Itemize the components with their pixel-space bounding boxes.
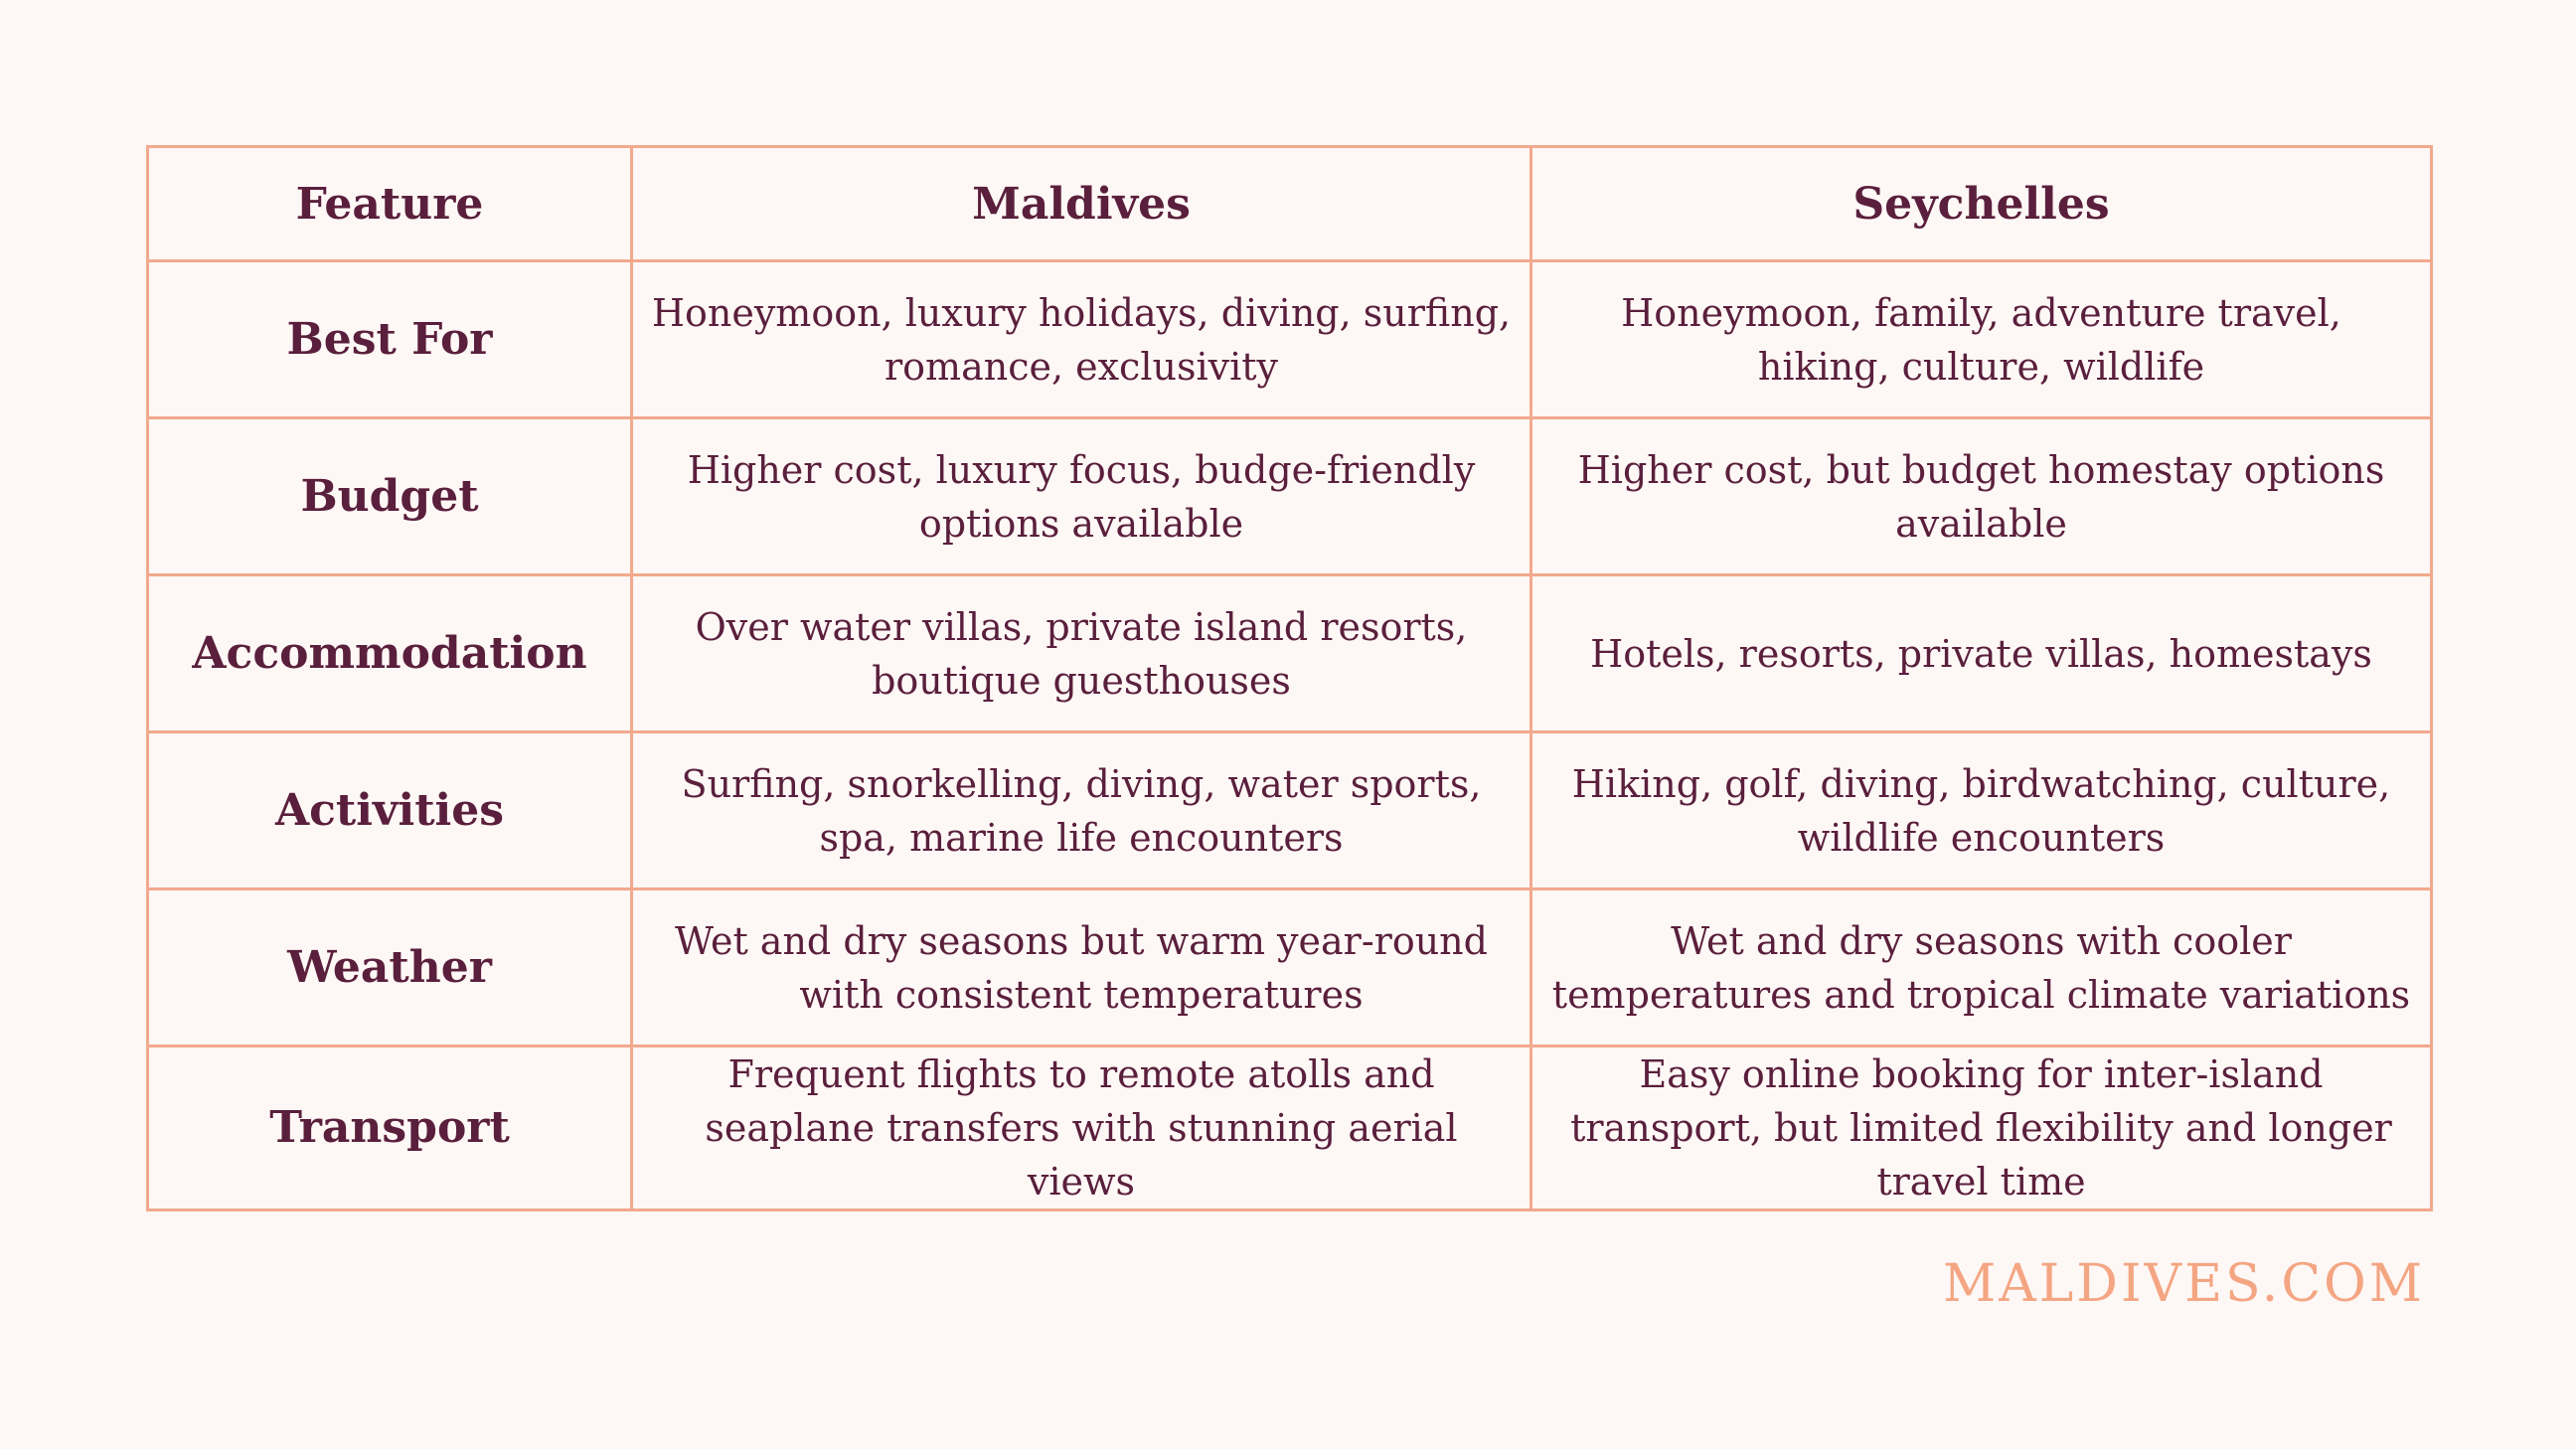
feature-cell: Best For bbox=[148, 261, 632, 418]
feature-cell: Weather bbox=[148, 889, 632, 1046]
header-row bbox=[148, 147, 2432, 261]
maldives-cell: Higher cost, luxury focus, budge-friendly options available bbox=[632, 418, 1531, 575]
comparison-table bbox=[146, 145, 2433, 1211]
seychelles-cell: Honeymoon, family, adventure travel, hiking, culture, wildlife bbox=[1531, 261, 2432, 418]
seychelles-cell: Higher cost, but budget homestay options available bbox=[1531, 418, 2432, 575]
feature-cell: Transport bbox=[148, 1046, 632, 1210]
feature-cell: Accommodation bbox=[148, 575, 632, 732]
table-row-weather bbox=[148, 889, 2432, 1046]
brand-wordmark: MALDIVES.COM bbox=[1942, 1254, 2425, 1314]
header-maldives: Maldives bbox=[632, 147, 1531, 261]
table-row-best-for bbox=[148, 261, 2432, 418]
table-row-accommodation bbox=[148, 575, 2432, 732]
maldives-cell: Wet and dry seasons but warm year-round with consistent temperatures bbox=[632, 889, 1531, 1046]
header-seychelles: Seychelles bbox=[1531, 147, 2432, 261]
seychelles-cell: Hiking, golf, diving, birdwatching, culture, wildlife encounters bbox=[1531, 732, 2432, 889]
header-feature: Feature bbox=[148, 147, 632, 261]
maldives-cell: Frequent flights to remote atolls and seaplane transfers with stunning aerial views bbox=[632, 1046, 1531, 1210]
feature-cell: Budget bbox=[148, 418, 632, 575]
seychelles-cell: Easy online booking for inter-island transport, but limited flexibility and longer travel time bbox=[1531, 1046, 2432, 1210]
table-row-transport bbox=[148, 1046, 2432, 1210]
maldives-cell: Over water villas, private island resorts, boutique guesthouses bbox=[632, 575, 1531, 732]
table-row-activities bbox=[148, 732, 2432, 889]
feature-cell: Activities bbox=[148, 732, 632, 889]
maldives-cell: Surfing, snorkelling, diving, water sports, spa, marine life encounters bbox=[632, 732, 1531, 889]
maldives-cell: Honeymoon, luxury holidays, diving, surfing, romance, exclusivity bbox=[632, 261, 1531, 418]
table-row-budget bbox=[148, 418, 2432, 575]
seychelles-cell: Wet and dry seasons with cooler temperatures and tropical climate variations bbox=[1531, 889, 2432, 1046]
table-body bbox=[148, 261, 2432, 1210]
table-header bbox=[148, 147, 2432, 261]
seychelles-cell: Hotels, resorts, private villas, homestays bbox=[1531, 575, 2432, 732]
